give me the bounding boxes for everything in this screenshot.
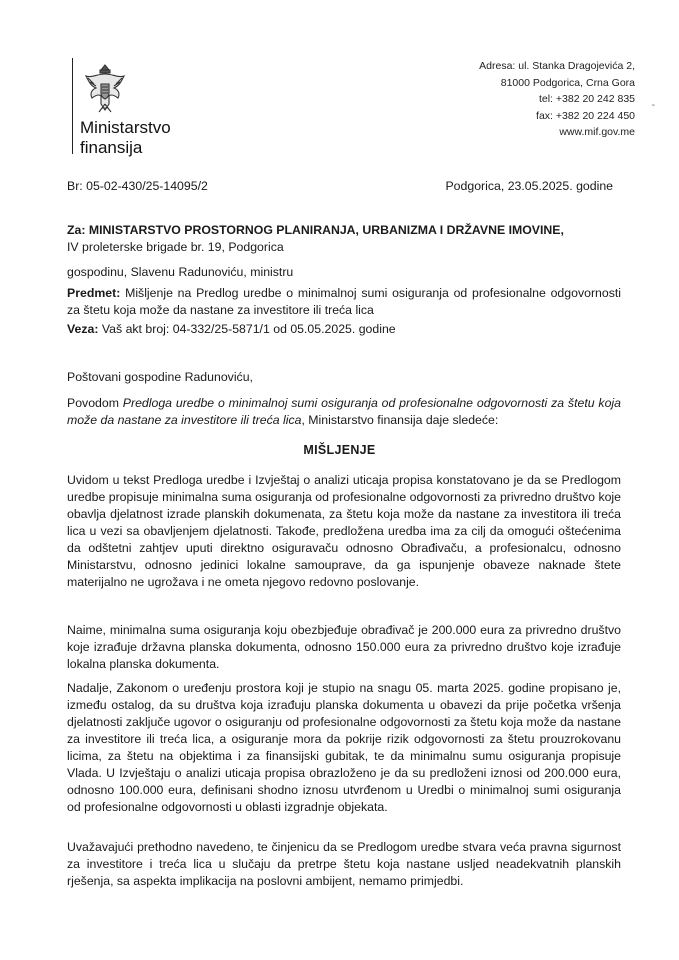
ministry-name-line1: Ministarstvo (80, 118, 171, 137)
subject-label: Predmet: (67, 286, 121, 300)
fax: fax: +382 20 224 450 (536, 109, 635, 122)
recipient-line: gospodinu, Slavenu Radunoviću, ministru (67, 265, 294, 279)
veza-label: Veza: (67, 322, 99, 336)
address-line2: 81000 Podgorica, Crna Gora (500, 76, 635, 89)
reference-block (67, 322, 396, 336)
ministry-name-line2: finansija (80, 138, 143, 157)
greeting: Poštovani gospodine Radunoviću, (67, 370, 253, 384)
intro-tail: , Ministarstvo finansija daje sledeće: (301, 413, 499, 427)
intro-lead: Povodom (67, 396, 119, 410)
reference-number: Br: 05-02-430/25-14095/2 (67, 179, 208, 193)
addressee-name: MINISTARSTVO PROSTORNOG PLANIRANJA, URBANIZMA I DRŽAVNE IMOVINE, (88, 223, 564, 237)
subject-block (67, 285, 621, 319)
contact-block (395, 58, 635, 141)
address-line1: Adresa: ul. Stanka Dragojevića 2, (479, 60, 635, 72)
margin-mark: - (651, 99, 655, 111)
addressee-label: Za: (67, 223, 86, 237)
body-paragraph-1: Uvidom u tekst Predloga uredbe i Izvještaj o analizi uticaja propisa konstatovano je da se Predlogom uredbe propisuje minimalna suma osiguranja od profesionalne odgovornosti za privredno društvo koje obavlja djelatnost izrade planskih dokumenata, za štetu koja može da nastane za investitora ili treća lica u vezi sa obavljenjem djelatnosti. Takođe, predložena uredba ima za cilj da omogući oštećenima da odštetni zahtjev uputi direktno osiguravaču odnosno Obrađivaču, a profesionalcu, odnosno Ministarstvu, odnosno jedinici lokalne samouprave, da ga ispunjenje obaveze naknade štete materijalno ne ugrožava i ne ometa njegovo redovno poslovanje. (67, 473, 621, 589)
telephone: tel: +382 20 242 835 (538, 93, 635, 105)
intro-italic: Predloga uredbe o minimalnoj sumi osiguranja od profesionalne odgovornosti za štetu koja može da nastane za investitore ili treća lica (67, 396, 621, 427)
subject-text: Mišljenje na Predlog uredbe o minimalnoj sumi osiguranja od profesionalne odgovornosti za štetu koja može da nastane za investitore ili treća lica (67, 286, 622, 317)
addressee-street: IV proleterske brigade br. 19, Podgorica (67, 240, 284, 254)
veza-text: Vaš akt broj: 04-332/25-5871/1 od 05.05.2025. godine (101, 322, 396, 336)
ministry-name (80, 118, 171, 158)
header-divider (72, 58, 73, 154)
addressee-block (67, 222, 627, 256)
intro-paragraph (67, 395, 621, 429)
body-paragraph-3: Nadalje, Zakonom o uređenju prostora koji je stupio na snagu 05. marta 2025. godine propisano je, između ostalog, da su društva koja izrađuju planska dokumenta u obavezi da prije početka vršenja djelatnosti zaključe ugovor o osiguranju od profesionalne odgovornosti za štetu koja može da nastane za investitore ili treća lica, a osiguranje mora da pokrije rizik odgovornosti za štetu prouzrokovanu licima, za štetu na objektima i za finansijski gubitak, te da minimalnu sumu osiguranja propisuje Vlada. U Izvještaju o analizi uticaja propisa obrazloženo je da su predloženi iznosi od 200.000 eura, odnosno 100.000 eura, definisani shodno iznosu utvrđenom u Uredbi o minimalnoj sumi osiguranja od profesionalne odgovornosti u oblasti izgradnje objekata. (67, 681, 621, 814)
website: www.mif.gov.me (559, 126, 635, 138)
body-paragraph-4: Uvažavajući prethodno navedeno, te činjenicu da se Predlogom uredbe stvara veća pravna sigurnost za investitore i treća lica u slučaju da pretrpe štetu koja nastane usljed neadekvatnih planskih rješenja, sa aspekta implikacija na poslovni ambijent, nemamo primjedbi. (67, 840, 621, 888)
place-date: Podgorica, 23.05.2025. godine (445, 179, 613, 193)
coat-of-arms-icon (82, 62, 128, 116)
opinion-heading: MIŠLJENJE (303, 443, 376, 457)
body-paragraph-2: Naime, minimalna suma osiguranja koju obezbjeđuje obrađivač je 200.000 eura za privredno društvo koje izrađuje državna planska dokumenta, odnosno 150.000 eura za privredno društvo koje izrađuje lokalna planska dokumenta. (67, 623, 621, 671)
reference-line (67, 178, 613, 194)
